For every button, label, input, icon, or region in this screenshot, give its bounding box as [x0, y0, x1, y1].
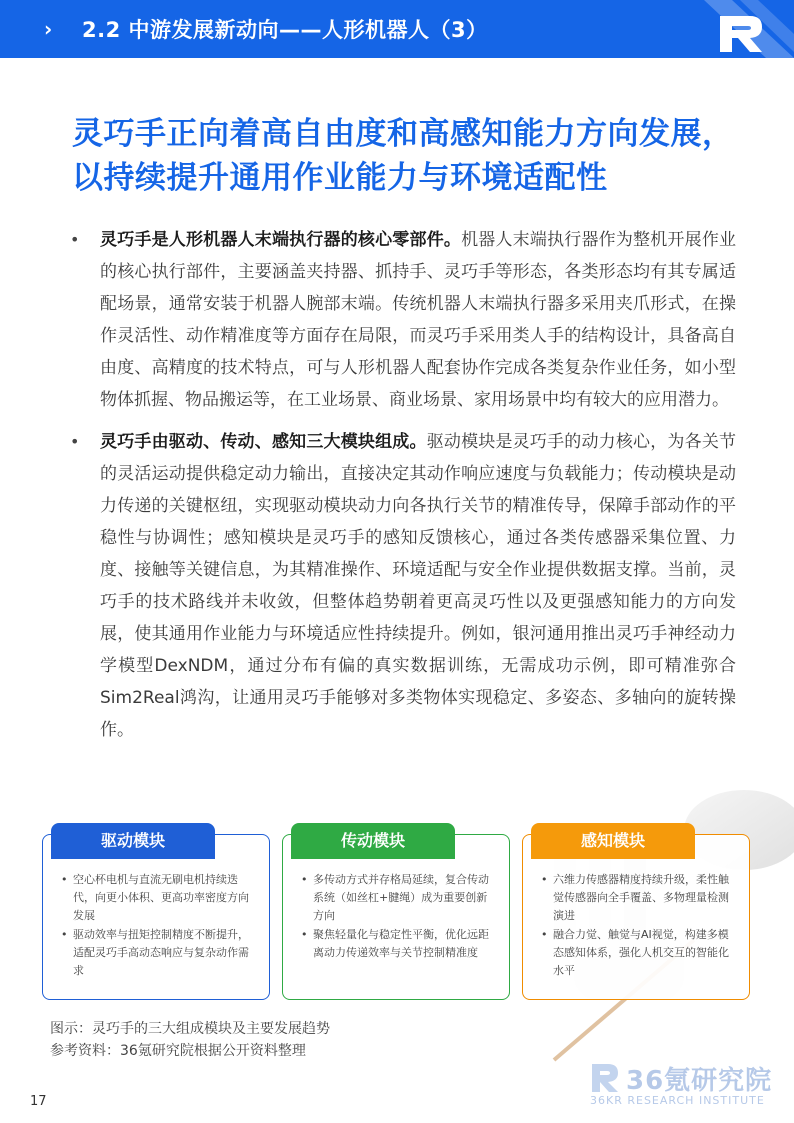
bullet-marker: •: [70, 230, 80, 249]
module-card-list: [301, 871, 497, 963]
bullet-lead: 灵巧手是人形机器人末端执行器的核心零部件。: [100, 230, 462, 250]
module-card-list: [61, 871, 257, 981]
header-band: [0, 0, 794, 58]
module-card-title: 驱动模块: [51, 823, 215, 859]
brand-logo: [654, 0, 794, 58]
bullet-body: 驱动模块是灵巧手的动力核心，为各关节的灵活运动提供稳定动力输出，直接决定其动作响应速度与负载能力；传动模块是动力传递的关键枢纽，实现驱动模块动力向各执行关节的精准传导，保障手部动作的平稳性与协调性；感知模块是灵巧手的感知反馈核心，通过各类传感器采集位置、力度、接触等关键信息，为其精准操作、环境适配与安全作业提供数据支撑。当前，灵巧手的技术路线并未收敛，但整体趋势朝着更高灵巧性以及更强感知能力的方向发展，使其通用作业能力与环境适应性持续提升。例如，银河通用推出灵巧手神经动力学模型DexNDM，通过分布有偏的真实数据训练，无需成功示例，即可精准弥合Sim2Real鸿沟，让通用灵巧手能够对多类物体实现稳定、多姿态、多轴向的旋转操作。: [100, 432, 737, 740]
chevron-right-icon: ›: [44, 17, 53, 41]
module-card-item: • 空心杯电机与直流无刷电机持续迭代，向更小体积、更高功率密度方向发展: [61, 871, 257, 925]
watermark-name: 36氪研究院: [626, 1066, 773, 1096]
module-card-item: • 六维力传感器精度持续升级，柔性触觉传感器向全手覆盖、多物理量检测演进: [541, 871, 737, 925]
main-title-line-2: 以持续提升通用作业能力与环境适配性: [72, 160, 608, 196]
bullet-paragraph: [100, 224, 736, 416]
module-card-sensing: [522, 831, 750, 1000]
watermark-logo: [590, 1058, 780, 1108]
bullet-marker: •: [70, 432, 80, 451]
module-card-title: 感知模块: [531, 823, 695, 859]
bullet-item: [68, 224, 736, 416]
section-title: 2.2 中游发展新动向——人形机器人（3）: [82, 18, 488, 42]
module-card-item: • 驱动效率与扭矩控制精度不断提升，适配灵巧手高动态响应与复杂动作需求: [61, 926, 257, 980]
source-note: 参考资料：36氪研究院根据公开资料整理: [50, 1043, 306, 1059]
module-card-item: • 多传动方式并存格局延续，复合传动系统（如丝杠+腱绳）成为重要创新方向: [301, 871, 497, 925]
main-title-line-1: 灵巧手正向着高自由度和高感知能力方向发展，: [72, 116, 734, 152]
bullet-item: [68, 426, 736, 746]
bullet-body: 机器人末端执行器作为整机开展作业的核心执行部件，主要涵盖夹持器、抓持手、灵巧手等形态，各类形态均有其专属适配场景，通常安装于机器人腕部末端。传统机器人末端执行器多采用夹爪形式，在操作灵活性、动作精准度等方面存在局限，而灵巧手采用类人手的结构设计，具备高自由度、高精度的技术特点，可与人形机器人配套协作完成各类复杂作业任务，如小型物体抓握、物品搬运等，在工业场景、商业场景、家用场景中均有较大的应用潜力。: [100, 230, 737, 410]
bullet-lead: 灵巧手由驱动、传动、感知三大模块组成。: [100, 432, 427, 452]
module-card-list: [541, 871, 737, 981]
module-card-drive: [42, 831, 270, 1000]
main-title: [72, 112, 752, 200]
module-card-title: 传动模块: [291, 823, 455, 859]
bullet-list: [68, 224, 736, 756]
figure-caption-text: 图示：灵巧手的三大组成模块及主要发展趋势: [50, 1021, 330, 1037]
module-card-item: • 融合力觉、触觉与AI视觉，构建多模态感知体系，强化人机交互的智能化水平: [541, 926, 737, 980]
watermark-r-icon: [590, 1062, 620, 1094]
watermark-subtitle: 36KR RESEARCH INSTITUTE: [590, 1094, 765, 1107]
module-card-item: • 聚焦轻量化与稳定性平衡，优化远距离动力传递效率与关节控制精准度: [301, 926, 497, 962]
bullet-paragraph: [100, 426, 736, 746]
module-card-transmission: [282, 831, 510, 1000]
page-number: 17: [30, 1094, 47, 1109]
figure-caption: [50, 1018, 330, 1062]
